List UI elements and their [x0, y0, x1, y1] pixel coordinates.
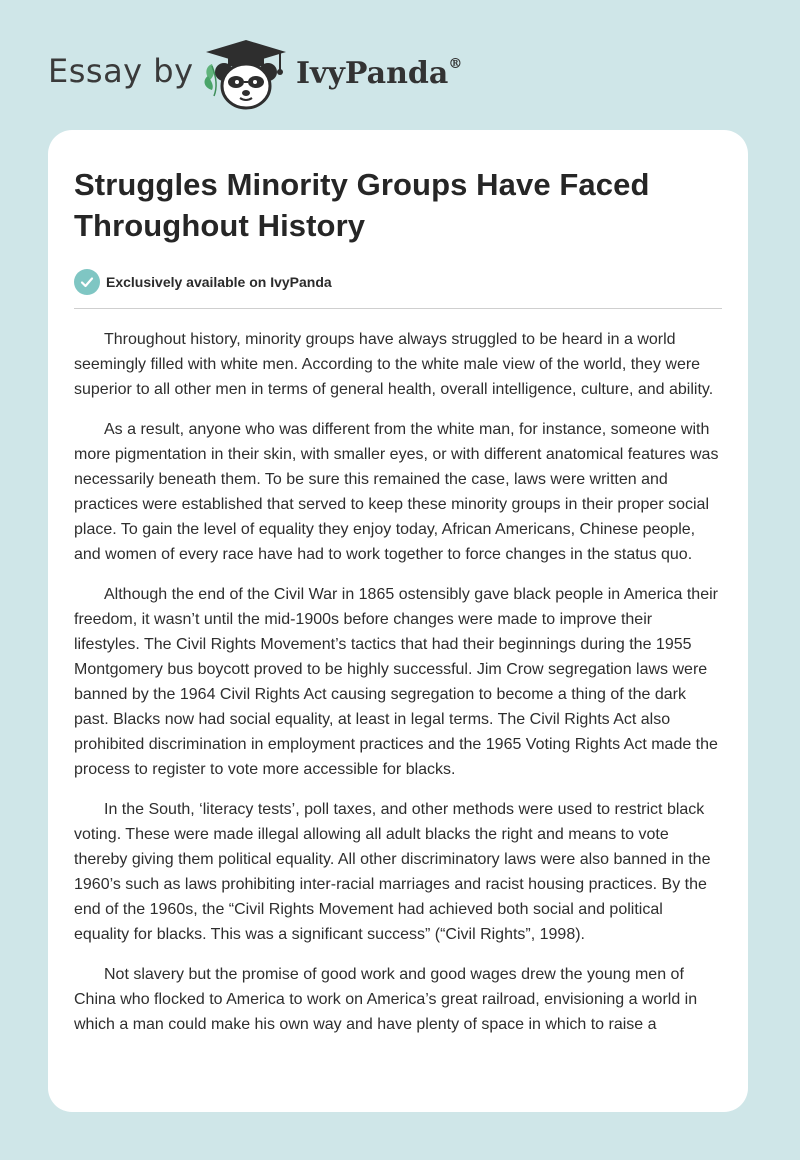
paragraph: Although the end of the Civil War in 1865 ostensibly gave black people in America their freedom, it wasn’t until the mid-1900s before changes were made to improve their lifestyles. The Civil Rights Movement’s tactics that had their beginnings during the 1955 Montgomery bus boycott proved to be highly successful. Jim Crow segregation laws were banned by the 1964 Civil Rights Act causing segregation to become a thing of the dark past. Blacks now had social equality, at least in legal terms. The Civil Rights Act also prohibited discrimination in employment practices and the 1965 Voting Rights Act made the process to register to vote more accessible for blacks.	[74, 586, 718, 778]
checkmark-icon	[74, 269, 100, 295]
brand-name: IvyPanda	[296, 56, 449, 91]
panda-graduate-icon[interactable]	[200, 36, 292, 110]
paragraph: Throughout history, minority groups have always struggled to be heard in a world seemingly filled with white men. According to the white male view of the world, they were superior to all other men in terms of general health, overall intelligence, culture, and ability.	[74, 331, 714, 398]
ivy-leaf-icon	[205, 64, 217, 96]
paragraph: As a result, anyone who was different from the white man, for instance, someone with more pigmentation in their skin, with smaller eyes, or with different anatomical features was necessarily beneath them. To be sure this remained the case, laws were written and practices were established that served to keep these minority groups in their proper social place. To gain the level of equality they enjoy today, African Americans, Chinese people, and women of every race have had to work together to force changes in the status quo.	[74, 421, 719, 563]
paragraph: In the South, ‘literacy tests’, poll taxes, and other methods were used to restrict black voting. These were made illegal allowing all adult blacks the right and means to vote thereby giving them political equality. All other discriminatory laws were also banned in the 1960’s such as laws prohibiting inter-racial marriages and racist housing practices. By the end of the 1960s, the “Civil Rights Movement had achieved both social and political equality for blacks. This was a significant success” (“Civil Rights”, 1998).	[74, 801, 711, 943]
essay-title: Struggles Minority Groups Have Faced Throughout History	[74, 167, 650, 243]
essay-body	[74, 327, 722, 1037]
essay-card	[48, 130, 748, 1112]
paragraph: Not slavery but the promise of good work and good wages drew the young men of China who flocked to America to work on America’s great railroad, envisioning a world in which a man could make his own way and have plenty of space in which to raise a	[74, 966, 698, 1033]
essay-by-label: Essay by	[48, 52, 194, 90]
exclusive-badge	[74, 268, 722, 296]
exclusive-badge-text: Exclusively available on IvyPanda	[106, 274, 332, 290]
site-header	[0, 0, 800, 130]
brand-logo[interactable]	[296, 56, 462, 91]
registered-mark: ®	[448, 56, 463, 72]
divider	[74, 308, 722, 309]
